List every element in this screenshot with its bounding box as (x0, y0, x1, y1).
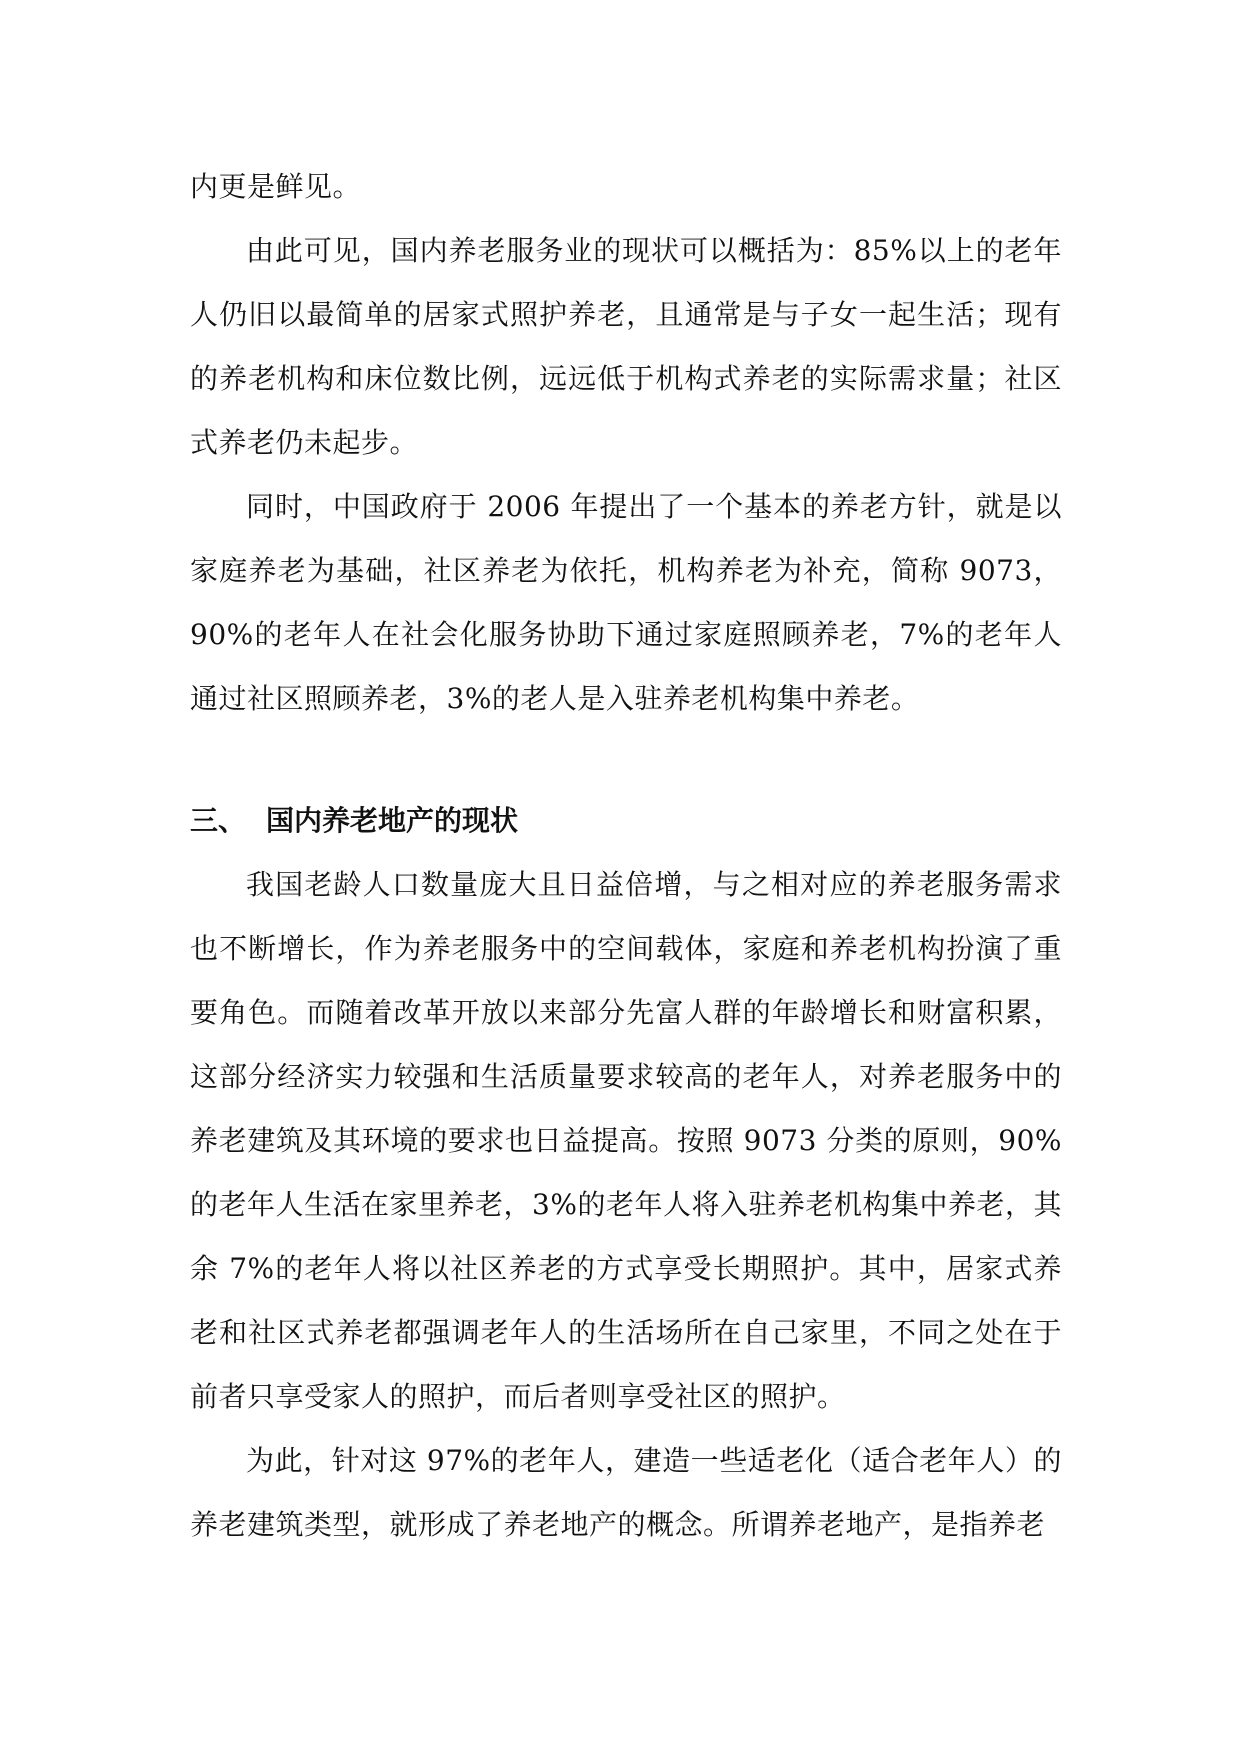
market-paragraph: 我国老龄人口数量庞大且日益倍增，与之相对应的养老服务需求也不断增长，作为养老服务中的空间载体，家庭和养老机构扮演了重要角色。而随着改革开放以来部分先富人群的年龄增长和财富积累，这部分经济实力较强和生活质量要求较高的老年人，对养老服务中的养老建筑及其环境的要求也日益提高。按照 9073 分类的原则，90%的老年人生活在家里养老，3%的老年人将入驻养老机构集中养老，其余 7%的老年人将以社区养老的方式享受长期照护。其中，居家式养老和社区式养老都强调老年人的生活场所在自己家里，不同之处在于前者只享受家人的照护，而后者则享受社区的照护。 (190, 868, 1062, 1413)
section-spacer (190, 731, 1062, 789)
section-number: 三、 (190, 804, 247, 837)
section-title: 国内养老地产的现状 (266, 804, 519, 837)
summary-paragraph: 由此可见，国内养老服务业的现状可以概括为：85%以上的老年人仍旧以最简单的居家式照护养老，且通常是与子女一起生活；现有的养老机构和床位数比例，远远低于机构式养老的实际需求量；社区式养老仍未起步。 (190, 234, 1062, 459)
continued-paragraph: 内更是鲜见。 (190, 170, 362, 203)
concept-paragraph: 为此，针对这 97%的老年人，建造一些适老化（适合老年人）的养老建筑类型，就形成了养老地产的概念。所谓养老地产，是指养老 (190, 1444, 1062, 1541)
policy-paragraph: 同时，中国政府于 2006 年提出了一个基本的养老方针，就是以家庭养老为基础，社区养老为依托，机构养老为补充，简称 9073，90%的老年人在社会化服务协助下通过家庭照顾养老，7%的老年人通过社区照顾养老，3%的老人是入驻养老机构集中养老。 (190, 490, 1062, 715)
section-heading (190, 789, 1062, 853)
document-body (190, 155, 1062, 1557)
